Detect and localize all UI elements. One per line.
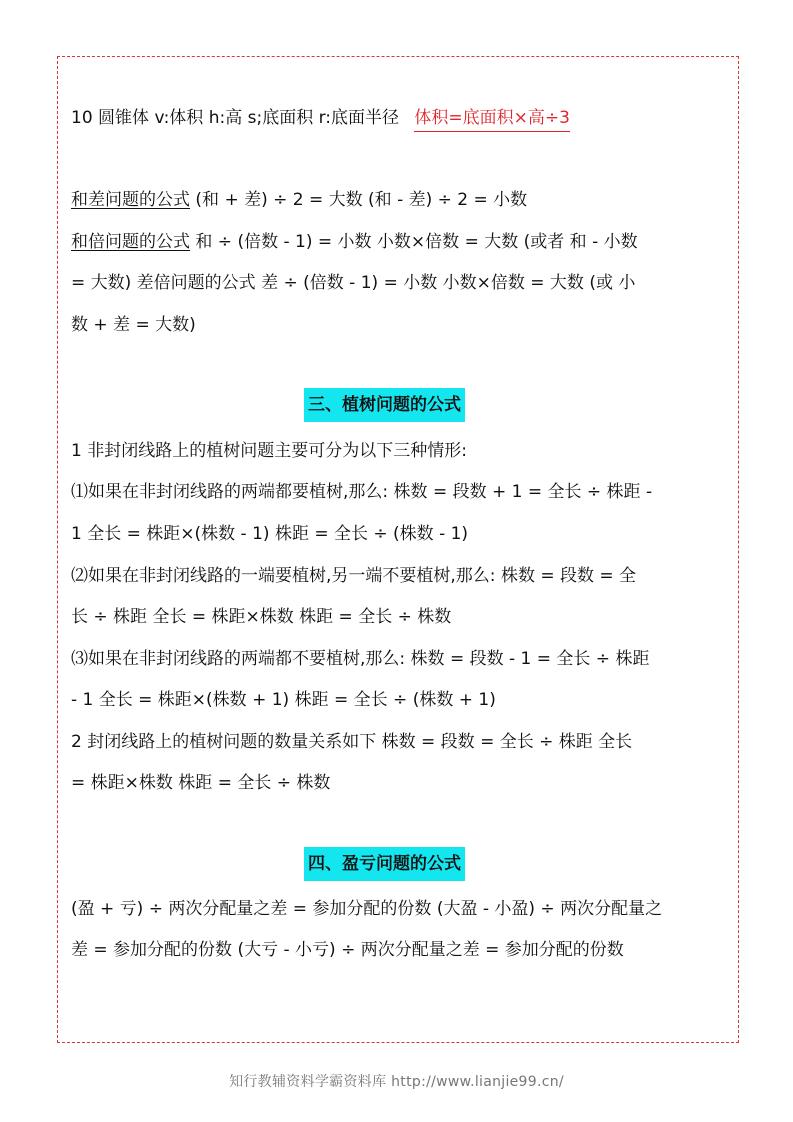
sum-diff-line — [71, 188, 527, 212]
sum-multiple-line-3: 数 + 差 = 大数) — [71, 315, 196, 335]
sum-diff-label: 和差问题的公式 — [71, 190, 190, 210]
tree-intro: 1 非封闭线路上的植树问题主要可分为以下三种情形: — [71, 441, 467, 461]
sum-multiple-line-1 — [71, 230, 638, 254]
profit-loss-line1: (盈 + 亏) ÷ 两次分配量之差 = 参加分配的份数 (大盈 - 小盈) ÷ 两次分配量之 — [71, 899, 663, 919]
tree-case2-line1: ⑵如果在非封闭线路的一端要植树,另一端不要植树,那么: 株数 = 段数 = 全 — [71, 566, 637, 586]
heading-tree-planting: 三、植树问题的公式 — [304, 388, 465, 422]
cone-volume-formula: 体积=底面积×高÷3 — [414, 106, 570, 132]
tree-closed-line1: 2 封闭线路上的植树问题的数量关系如下 株数 = 段数 = 全长 ÷ 株距 全长 — [71, 732, 633, 752]
tree-case2-line2: 长 ÷ 株距 全长 = 株距×株数 株距 = 全长 ÷ 株数 — [71, 607, 452, 627]
tree-case3-line1: ⑶如果在非封闭线路的两端都不要植树,那么: 株数 = 段数 - 1 = 全长 ÷ 株距 — [71, 649, 650, 669]
heading-profit-loss: 四、盈亏问题的公式 — [304, 847, 465, 881]
cone-line — [71, 106, 570, 132]
sum-multiple-text-1: 和 ÷ (倍数 - 1) = 小数 小数×倍数 = 大数 (或者 和 - 小数 — [190, 232, 638, 252]
cone-definition: 10 圆锥体 v:体积 h:高 s;底面积 r:底面半径 — [71, 108, 400, 128]
tree-case1-line1: ⑴如果在非封闭线路的两端都要植树,那么: 株数 = 段数 + 1 = 全长 ÷ 株距 - — [71, 482, 653, 502]
sum-multiple-line-2: = 大数) 差倍问题的公式 差 ÷ (倍数 - 1) = 小数 小数×倍数 = 大数 (或 小 — [71, 273, 636, 293]
tree-case1-line2: 1 全长 = 株距×(株数 - 1) 株距 = 全长 ÷ (株数 - 1) — [71, 524, 469, 544]
profit-loss-line2: 差 = 参加分配的份数 (大亏 - 小亏) ÷ 两次分配量之差 = 参加分配的份数 — [71, 940, 624, 960]
tree-case3-line2: - 1 全长 = 株距×(株数 + 1) 株距 = 全长 ÷ (株数 + 1) — [71, 690, 496, 710]
tree-closed-line2: = 株距×株数 株距 = 全长 ÷ 株数 — [71, 773, 331, 793]
footer-watermark: 知行教辅资料学霸资料库 http://www.lianjie99.cn/ — [229, 1074, 564, 1090]
sum-diff-formula: (和 + 差) ÷ 2 = 大数 (和 - 差) ÷ 2 = 小数 — [190, 190, 528, 210]
sum-multiple-label: 和倍问题的公式 — [71, 232, 190, 252]
